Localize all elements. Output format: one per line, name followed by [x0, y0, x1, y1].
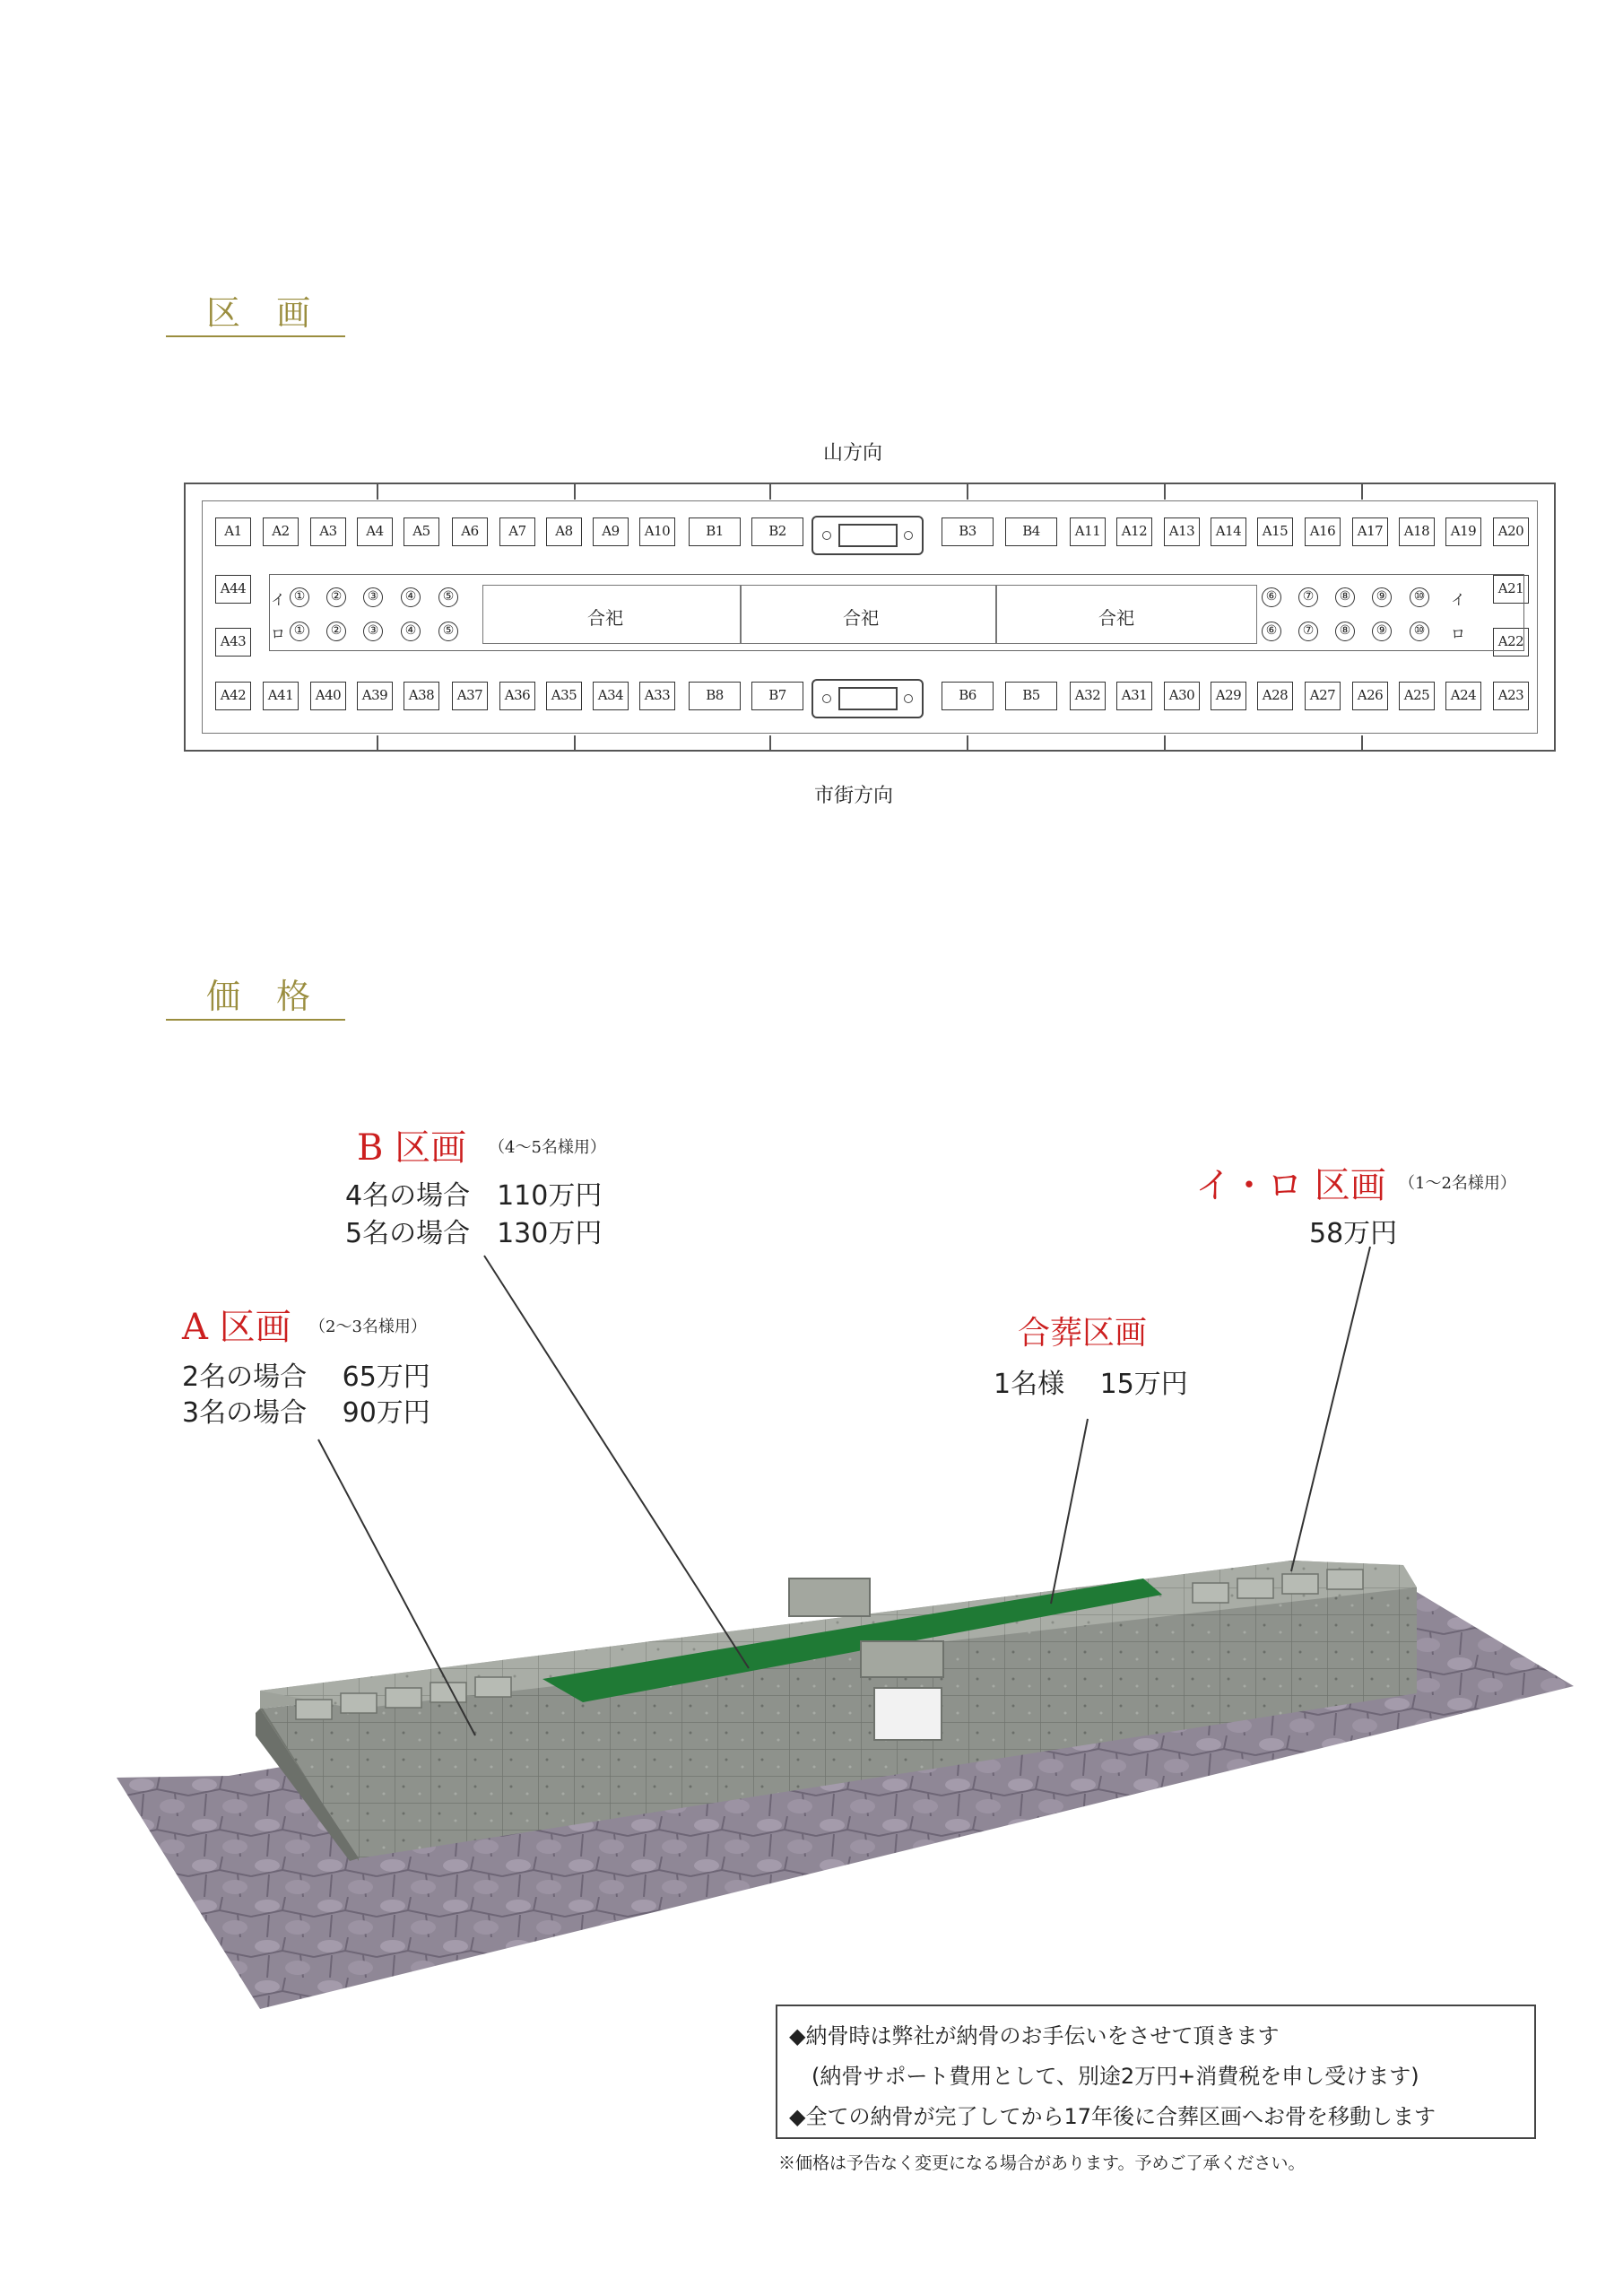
plot-cell: A6	[452, 517, 488, 546]
section-title: 価 格	[206, 977, 324, 1016]
plot-cell: A16	[1305, 517, 1341, 546]
plot-cell: A11	[1070, 517, 1106, 546]
niche: ①	[290, 587, 309, 607]
kana-label: ロ	[271, 625, 286, 642]
price-iro-title: イ・ロ 区画	[1195, 1165, 1386, 1206]
niche: ③	[363, 622, 383, 641]
niche: ⑧	[1335, 587, 1355, 607]
plot-cell: A13	[1164, 517, 1200, 546]
plot-cell: A15	[1257, 517, 1293, 546]
section-title: 区 画	[206, 293, 324, 333]
plot-cell: A43	[215, 628, 251, 657]
niche: ②	[326, 622, 346, 641]
niche: ②	[326, 587, 346, 607]
plot-cell: A1	[215, 517, 251, 546]
price-iro-subtitle: （1～2名様用）	[1399, 1174, 1516, 1193]
plot-cell: A32	[1070, 682, 1106, 710]
plot-cell: A8	[546, 517, 582, 546]
plot-cell: A21	[1493, 575, 1529, 604]
plot-cell: A41	[263, 682, 299, 710]
price-a-line2: 3名の場合 90万円	[182, 1397, 430, 1429]
price-a-title: A 区画	[182, 1307, 291, 1348]
plot-cell: A34	[593, 682, 629, 710]
note-2: (納骨サポート費用として、別途2万円+消費税を申し受けます)	[812, 2064, 1419, 2089]
footnote: ※価格は予告なく変更になる場合があります。予めご了承ください。	[778, 2153, 1306, 2173]
plot-cell: B8	[689, 682, 741, 710]
plot-cell: A24	[1445, 682, 1481, 710]
niche: ⑩	[1410, 587, 1429, 607]
plot-cell: A17	[1352, 517, 1388, 546]
plot-cell: A12	[1116, 517, 1152, 546]
plot-cell: A2	[263, 517, 299, 546]
kana-label: ロ	[1451, 625, 1466, 642]
price-b-line1: 4名の場合 110万円	[345, 1180, 603, 1212]
niche: ⑦	[1298, 587, 1318, 607]
plot-cell: A27	[1305, 682, 1341, 710]
plot-cell: A14	[1211, 517, 1246, 546]
note-3: ◆全ての納骨が完了してから17年後に合葬区画へお骨を移動します	[789, 2104, 1436, 2129]
kana-label: イ	[271, 591, 286, 608]
top-direction-label: 山方向	[823, 442, 883, 465]
price-b-line2: 5名の場合 130万円	[345, 1218, 603, 1249]
niche: ⑥	[1262, 622, 1281, 641]
plot-cell: A36	[499, 682, 535, 710]
plot-cell: A18	[1399, 517, 1435, 546]
plot-cell: B1	[689, 517, 741, 546]
plot-cell: A40	[310, 682, 346, 710]
niche: ⑧	[1335, 622, 1355, 641]
plot-cell: A39	[357, 682, 393, 710]
plot-cell: A7	[499, 517, 535, 546]
plot-cell: A31	[1116, 682, 1152, 710]
plot-cell: A42	[215, 682, 251, 710]
plot-cell: A44	[215, 575, 251, 604]
plot-cell: B2	[751, 517, 803, 546]
gouso-label-2: 合祀	[843, 607, 879, 629]
plot-cell: A30	[1164, 682, 1200, 710]
plot-cell: B3	[942, 517, 994, 546]
plot-cell: A28	[1257, 682, 1293, 710]
plot-cell: A25	[1399, 682, 1435, 710]
gouso-label-3: 合祀	[1098, 607, 1134, 629]
plot-cell: A23	[1493, 682, 1529, 710]
plot-cell: A35	[546, 682, 582, 710]
plot-cell: B6	[942, 682, 994, 710]
niche: ⑦	[1298, 622, 1318, 641]
plot-cell: A19	[1445, 517, 1481, 546]
niche: ⑨	[1372, 622, 1392, 641]
niche: ④	[401, 587, 421, 607]
niche: ⑥	[1262, 587, 1281, 607]
plot-cell: A37	[452, 682, 488, 710]
gouso-label-1: 合祀	[587, 607, 623, 629]
plot-cell: B7	[751, 682, 803, 710]
plot-cell: A38	[404, 682, 439, 710]
price-b-subtitle: （4～5名様用）	[489, 1138, 606, 1157]
niche: ①	[290, 622, 309, 641]
price-a-line1: 2名の場合 65万円	[182, 1361, 430, 1393]
plot-cell: A20	[1493, 517, 1529, 546]
plot-cell: A5	[404, 517, 439, 546]
niche: ⑤	[438, 622, 458, 641]
price-iro-line1: 58万円	[1309, 1218, 1398, 1249]
plot-cell: A26	[1352, 682, 1388, 710]
plot-cell: A10	[639, 517, 675, 546]
kana-label: イ	[1451, 591, 1466, 608]
niche: ⑤	[438, 587, 458, 607]
niche: ④	[401, 622, 421, 641]
plot-cell: A22	[1493, 628, 1529, 657]
price-b-title: B 区画	[357, 1127, 467, 1169]
plot-cell: A3	[310, 517, 346, 546]
niche: ⑨	[1372, 587, 1392, 607]
price-a-subtitle: （2～3名様用）	[309, 1318, 427, 1336]
plot-cell: A4	[357, 517, 393, 546]
niche: ⑩	[1410, 622, 1429, 641]
price-gousou-line1: 1名様 15万円	[994, 1369, 1188, 1400]
plot-cell: B5	[1005, 682, 1057, 710]
note-1: ◆納骨時は弊社が納骨のお手伝いをさせて頂きます	[789, 2023, 1280, 2048]
plot-cell: A9	[593, 517, 629, 546]
plot-cell: A33	[639, 682, 675, 710]
plot-cell: A29	[1211, 682, 1246, 710]
plot-cell: B4	[1005, 517, 1057, 546]
bottom-direction-label: 市街方向	[814, 785, 894, 807]
niche: ③	[363, 587, 383, 607]
price-gousou-title: 合葬区画	[1018, 1315, 1148, 1352]
